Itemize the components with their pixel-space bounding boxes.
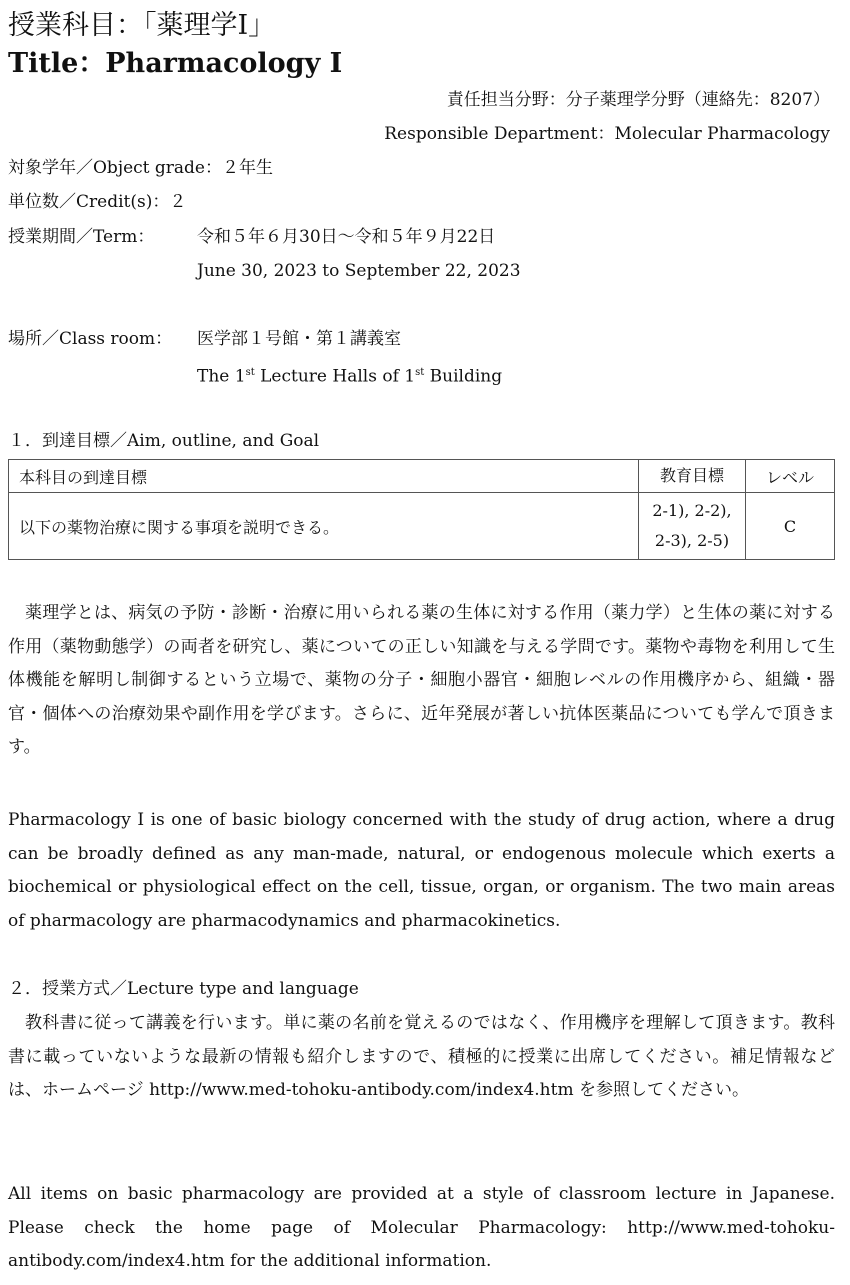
aim-table xyxy=(8,459,835,560)
level-cell: C xyxy=(746,493,835,560)
course-title-en: Title：Pharmacology I xyxy=(8,48,343,79)
classroom-en: The 1st Lecture Halls of 1st Building xyxy=(197,366,503,387)
classroom-jp: 医学部１号館・第１講義室 xyxy=(197,329,401,349)
department-jp: 責任担当分野：分子薬理学分野（連絡先：8207） xyxy=(446,90,830,110)
col-goal-header: 本科目の到達目標 xyxy=(9,460,639,493)
department-en: Responsible Department：Molecular Pharmacology xyxy=(384,124,830,144)
goal-cell: 以下の薬物治療に関する事項を説明できる。 xyxy=(9,493,639,560)
table-row xyxy=(9,493,835,560)
col-level-header: レベル xyxy=(746,460,835,493)
lecture-paragraph-jp: 教科書に従って講義を行います。単に薬の名前を覚えるのではなく、作用機序を理解して頂きます。教科書に載っていないような最新の情報も紹介しますので、積極的に授業に出席してください。補足情報などは、ホームページ http://www.med-tohoku-antibody.com/index4.htm を参照してください。 xyxy=(8,1013,835,1101)
section-2-heading: ２．授業方式／Lecture type and language xyxy=(8,979,359,999)
aim-paragraph-jp: 薬理学とは、病気の予防・診断・治療に用いられる薬の生体に対する作用（薬力学）と生体の薬に対する作用（薬物動態学）の両者を研究し、薬についての正しい知識を与える学問です。薬物や毒物を利用して生体機能を解明し制御するという立場で、薬物の分子・細胞小器官・細胞レベルの作用機序から、組織・器官・個体への治療効果や副作用を学びます。さらに、近年発展が著しい抗体医薬品についても学んで頂きます。 xyxy=(8,603,835,758)
credits: 単位数／Credit(s)：２ xyxy=(8,192,187,212)
aim-paragraph-en: Pharmacology I is one of basic biology concerned with the study of drug action, where a drug can be broadly defined as any man-made, natural, or endogenous molecule which exerts a biochemical or physiological effect on the cell, tissue, organ, or organism. The two main areas of pharmacology are pharmacodynamics and pharmacokinetics. xyxy=(8,810,835,931)
section-1-heading: １．到達目標／Aim, outline, and Goal xyxy=(8,431,320,451)
term-jp: 令和５年６月30日～令和５年９月22日 xyxy=(197,227,496,247)
classroom-label: 場所／Class room： xyxy=(8,329,173,349)
col-edu-header: 教育目標 xyxy=(639,460,746,493)
object-grade: 対象学年／Object grade：２年生 xyxy=(8,158,273,178)
course-title-jp: 授業科目：「薬理学Ⅰ」 xyxy=(8,10,276,41)
edu-goal-cell: 2-1), 2-2), 2-3), 2-5) xyxy=(639,493,746,560)
term-label: 授業期間／Term： xyxy=(8,227,155,247)
lecture-paragraph-en: All items on basic pharmacology are provided at a style of classroom lecture in Japanese. Please check the home page of Molecular Pharmacology: http://www.med-tohoku-antibody.com/index4.htm for the additional information. xyxy=(8,1184,835,1272)
table-header-row xyxy=(9,460,835,493)
term-en: June 30, 2023 to September 22, 2023 xyxy=(197,261,521,281)
